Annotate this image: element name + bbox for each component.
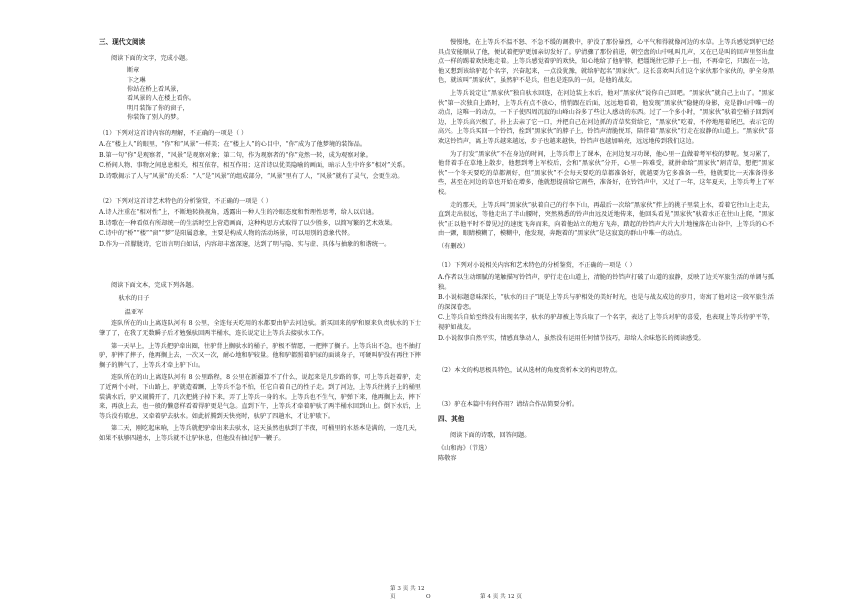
option-c: C.上等兵自始至终没有出现名字，驮水的驴却被上等兵取了一个名字，表达了上等兵对驴的喜爱，也表现上等兵待驴平等，视驴如战友。 — [438, 314, 774, 332]
option-c: C.诗中的“桥”“楼”“窗”“梦”是阳属意象，主要是构成人物的活动场景，可以用别的意象代替。 — [99, 230, 354, 238]
question-1: （1）下列对这首诗内容的理解，不正确的一项是（ ） — [99, 129, 248, 137]
poem-author: 陈敬容 — [438, 455, 457, 463]
story-author: 温亚军 — [124, 308, 144, 316]
story-paragraph: 第二天，刚吃起床晌，上等兵就把驴牵出来去驮水，这天虽然也驮到了半夜，可桶里的水基本是满的，一连几天，如果不驮够四趟水，上等兵就不让驴休息，但他没有抽过驴一鞭子。 — [99, 425, 421, 442]
poem-title: 《山和海》（节选） — [438, 444, 491, 452]
question-3: （3）驴在本篇中有何作用？请结合作品简要分析。 — [438, 400, 579, 408]
instruction: 阅读下面文本，完成下列各题。 — [111, 281, 198, 289]
option-a: A.作者以生动细腻的笔触描写铃铛声，驴行走在山道上，清脆的铃铛声打破了山道的寂静，反映了边关军旅生活的单调与孤独。 — [438, 274, 774, 291]
poem-line: 你装饰了别人的梦。 — [127, 114, 183, 122]
page-3-column — [99, 38, 421, 446]
story-paragraph: 上等兵说定让“黑家伙”独自驮水回连，在河边装上水后，他对“黑家伙”说你自己回吧。“黑家伙”就自己上山了。“黑家伙”第一次独自上路时，上等兵有点不放心，悄悄跟在后面，远远地看着，他发现“黑家伙”稳健的身影，竟是静山中唯一的动点，这唯一的动点，一下子使四周沉寂的山峰山谷多了些让人感动的东西。过了一个多小时，“黑家伙”驮着空桶子回到河边，上等兵高兴极了，扑上去亲了它一口，并把自己在河边抓的青草奖赏给它，“黑家伙”吃着，不停地甩着尾巴，表示它的高兴。上等兵买回一个铃铛，拴到“黑家伙”的脖子上，铃铛声清脆悦耳，陪伴着“黑家伙”行走在寂静的山道上。“黑家伙”喜欢这铃铛声，离上等兵越来越远，步子也越来越快，铃铛声也越加响亮，远远地传到我们这边。 — [438, 89, 774, 145]
poem-author: 卞之琳 — [127, 76, 146, 84]
story-paragraph: 慢慢地，在上等兵不温不怒、不急不缓的调教中，驴没了那份暴烈，心平气和得就像河边的水草。上等兵感觉到驴已经具点安能顺从了他，便试着把驴更加亲切发好了。驴清骤了那份前进，朝空盘的山中吼叫几声，又在已是叫的回声里竖出盘点一样的踢着欢快地走着。上等兵感觉着驴的欢快，知心地给了他驴脖，把缰绳往它脖子上一扭，不再牵它，只跟在一边，他又想到该给驴起个名字，兴奋起来，一点没犹豫，就给驴起名“黑家伙”。这长喜欢叫兵们这个家伙那个家伙的，驴全身黑色，就该叫“黑家伙”，虽然驴不是兵，但也是连队的一员，是他的战友。 — [438, 39, 774, 85]
center-mark: O — [426, 594, 431, 600]
page-footer: 第 3 页 共 12 页 — [390, 586, 425, 600]
story-paragraph: 连队所在的山上离连队河有 8 公里，全连每天吃用的水都要由驴去河边驮。新买回来的驴和原来负责驮水的下士肇了了，在我了无数瞬子后才勉强驮回两半桶水，连长说定让上等兵去接驮水工作。 — [99, 320, 421, 337]
poem-line: 明月装饰了你的窗子， — [127, 104, 189, 112]
story-paragraph: 第一天早上，上等兵把驴牵出圈，往驴背上搁驮水的桶子，驴极不情愿，一把摔了搁子。上等兵出不急，也不抽打驴，驴摔了摔子，他再搁上去，一次又一次，耐心地和驴较量。他和驴都照着驴尿的面谈身子，可硬叫驴没有再往下摔搁子的脾气了，上等兵才牵上驴下山。 — [99, 342, 421, 369]
section-title: 三、现代文阅读 — [99, 38, 146, 46]
story-title: 驮水的日子 — [118, 295, 150, 303]
option-a: A.诗人注重在“相对性”上，不断地转换视角，透露出一种人生的冷眼态度和哲理性思考，给人以启迪。 — [99, 209, 378, 217]
question-1: （1）下列对小说相关内容和艺术特色的分析鉴赏，不正确的一项是（ ） — [438, 262, 636, 270]
poem-line: 看风景的人在楼上看你。 — [127, 95, 196, 103]
option-b: B.第一句“你”是观察者，“风景”是观察对象；第二句，作为观察者的“你”竟然一转，成为观察对象。 — [99, 151, 372, 159]
story-paragraph: 为了打发“黑家伙”不在身边的时间，上等兵带上了课本，在河边复习功课，他心里一直做着考军校的梦呢。复习累了，他背着手在草地上散步，他想到考上军校后，会和“黑家伙”分开，心里一阵难受，就拼命给“黑家伙”割青草，想把“黑家伙”一个冬天要吃的草都割好，但“黑家伙”不会每天要吃的草都准备好，就越要为它多准备一些，他就要比一天准备得多些，甚至在河边的草也开始在增多，他就想提前给它割些，准备好，在铃铛声中，又过了一年，这年夏天，上等兵考上了军校。 — [438, 150, 774, 196]
page-4 — [430, 0, 860, 608]
source-note: （有删改） — [438, 242, 469, 250]
question-2: （2）下列对这首诗艺术特色的分析鉴赏，不正确的一项是（ ） — [99, 197, 272, 205]
option-c: C.桥间人物、事物之间息息相关，相互依存，相互作用；这首诗以优美隐喻的画面，暗示人生中许多“相对”关系。 — [99, 162, 409, 170]
option-a: A.在“楼上人”的眼里，“你”和“风景”一样美；在“楼上人”的心目中，“你”成为了他梦境的装饰品。 — [99, 141, 367, 149]
instruction: 阅读下面的文字，完成小题。 — [111, 54, 192, 62]
story-paragraph: 连队所在的山上离连队河有 8 公里路程，8 公里在新疆算不了什么，说起来是几步路的事，可上等兵赶着驴，走了近两个小时，下山路上，驴就造着蹶，上等兵不急不怕，任它自着自己的性子走。到了河边，上等兵往挑子上的桶里装满水后，驴又闹腾开了，几次把挑子掉下来，弄了上等兵一身的水。上等兵也不生气，驴弹下来，他再搁上去，摔下来，再放上去，也一般的懒意样看着得驴更是气急。直到下午，上等兵才牵着驴驮了两半桶水回到山上。倒下水后，上等兵没有歇息，又牵着驴去驮水。如此折腾到天快亮时，驮驴了四趟水，才让驴歇下。 — [99, 374, 421, 420]
section-title: 四、其他 — [438, 415, 465, 424]
poem — [127, 66, 421, 122]
poem-title: 断章 — [127, 67, 140, 75]
option-d: D.小说叙事自然平实，情感真挚动人，虽然没有运用任何情节技巧，却给人余味悠长的阅读感受。 — [438, 334, 705, 342]
poem-line: 你站在桥上看风景， — [127, 86, 183, 93]
page-4-column — [438, 38, 774, 465]
question-2: （2）本文的构思极具特色，试从选材的角度赏析本文的构思特点。 — [438, 367, 622, 375]
story-paragraph: 走的那天，上等兵叫“黑家伙”驮着自己的行李下山，再最后一次给“黑家伙”拌上的挑子里装上水，看着它往山上走去，直到走出很远，等他走出了半山腰时，突然熟悉的铃声由远及近地传来，他回头看见“黑家伙”驮着水正在往山上爬，“黑家伙”正以他平时不曾见过的速度飞奔而来，向着他站立的地方飞奔，踏起的铃铛声大片大片地撞落在山谷中，上等兵的心不由一颤，眼睛模糊了，模糊中，他发现，奔跑着的“黑家伙”是这寂寞的群山中唯一的动点。 — [438, 201, 774, 238]
option-d: D.诗歌揭示了人与“风景”的关系：“人”是“风景”的组成部分，“风景”里有了人，“风景”就有了灵气，会更生动。 — [99, 173, 404, 180]
instruction: 阅读下面的诗歌，回答问题。 — [450, 432, 531, 439]
option-b: B.小说标题意味深长，“驮水的日子”既是上等兵与驴相处的美好时光，也是与战友成边的岁月，寄寓了他对这一段军旅生活的深深眷恋。 — [438, 294, 774, 311]
option-d: D.作为一首朦胧诗，它语言明白如话，内容却丰富深邃，达到了明与隐、实与虚、具体与抽象的和谐统一。 — [99, 240, 391, 248]
page-footer: 第 4 页 共 12 页 — [480, 594, 522, 600]
option-b: B.诗歌在一种看似有所却统一的生活时空上营造画面，这种构思方式取得了以少胜多，以简写繁的艺术效果。 — [99, 219, 397, 227]
